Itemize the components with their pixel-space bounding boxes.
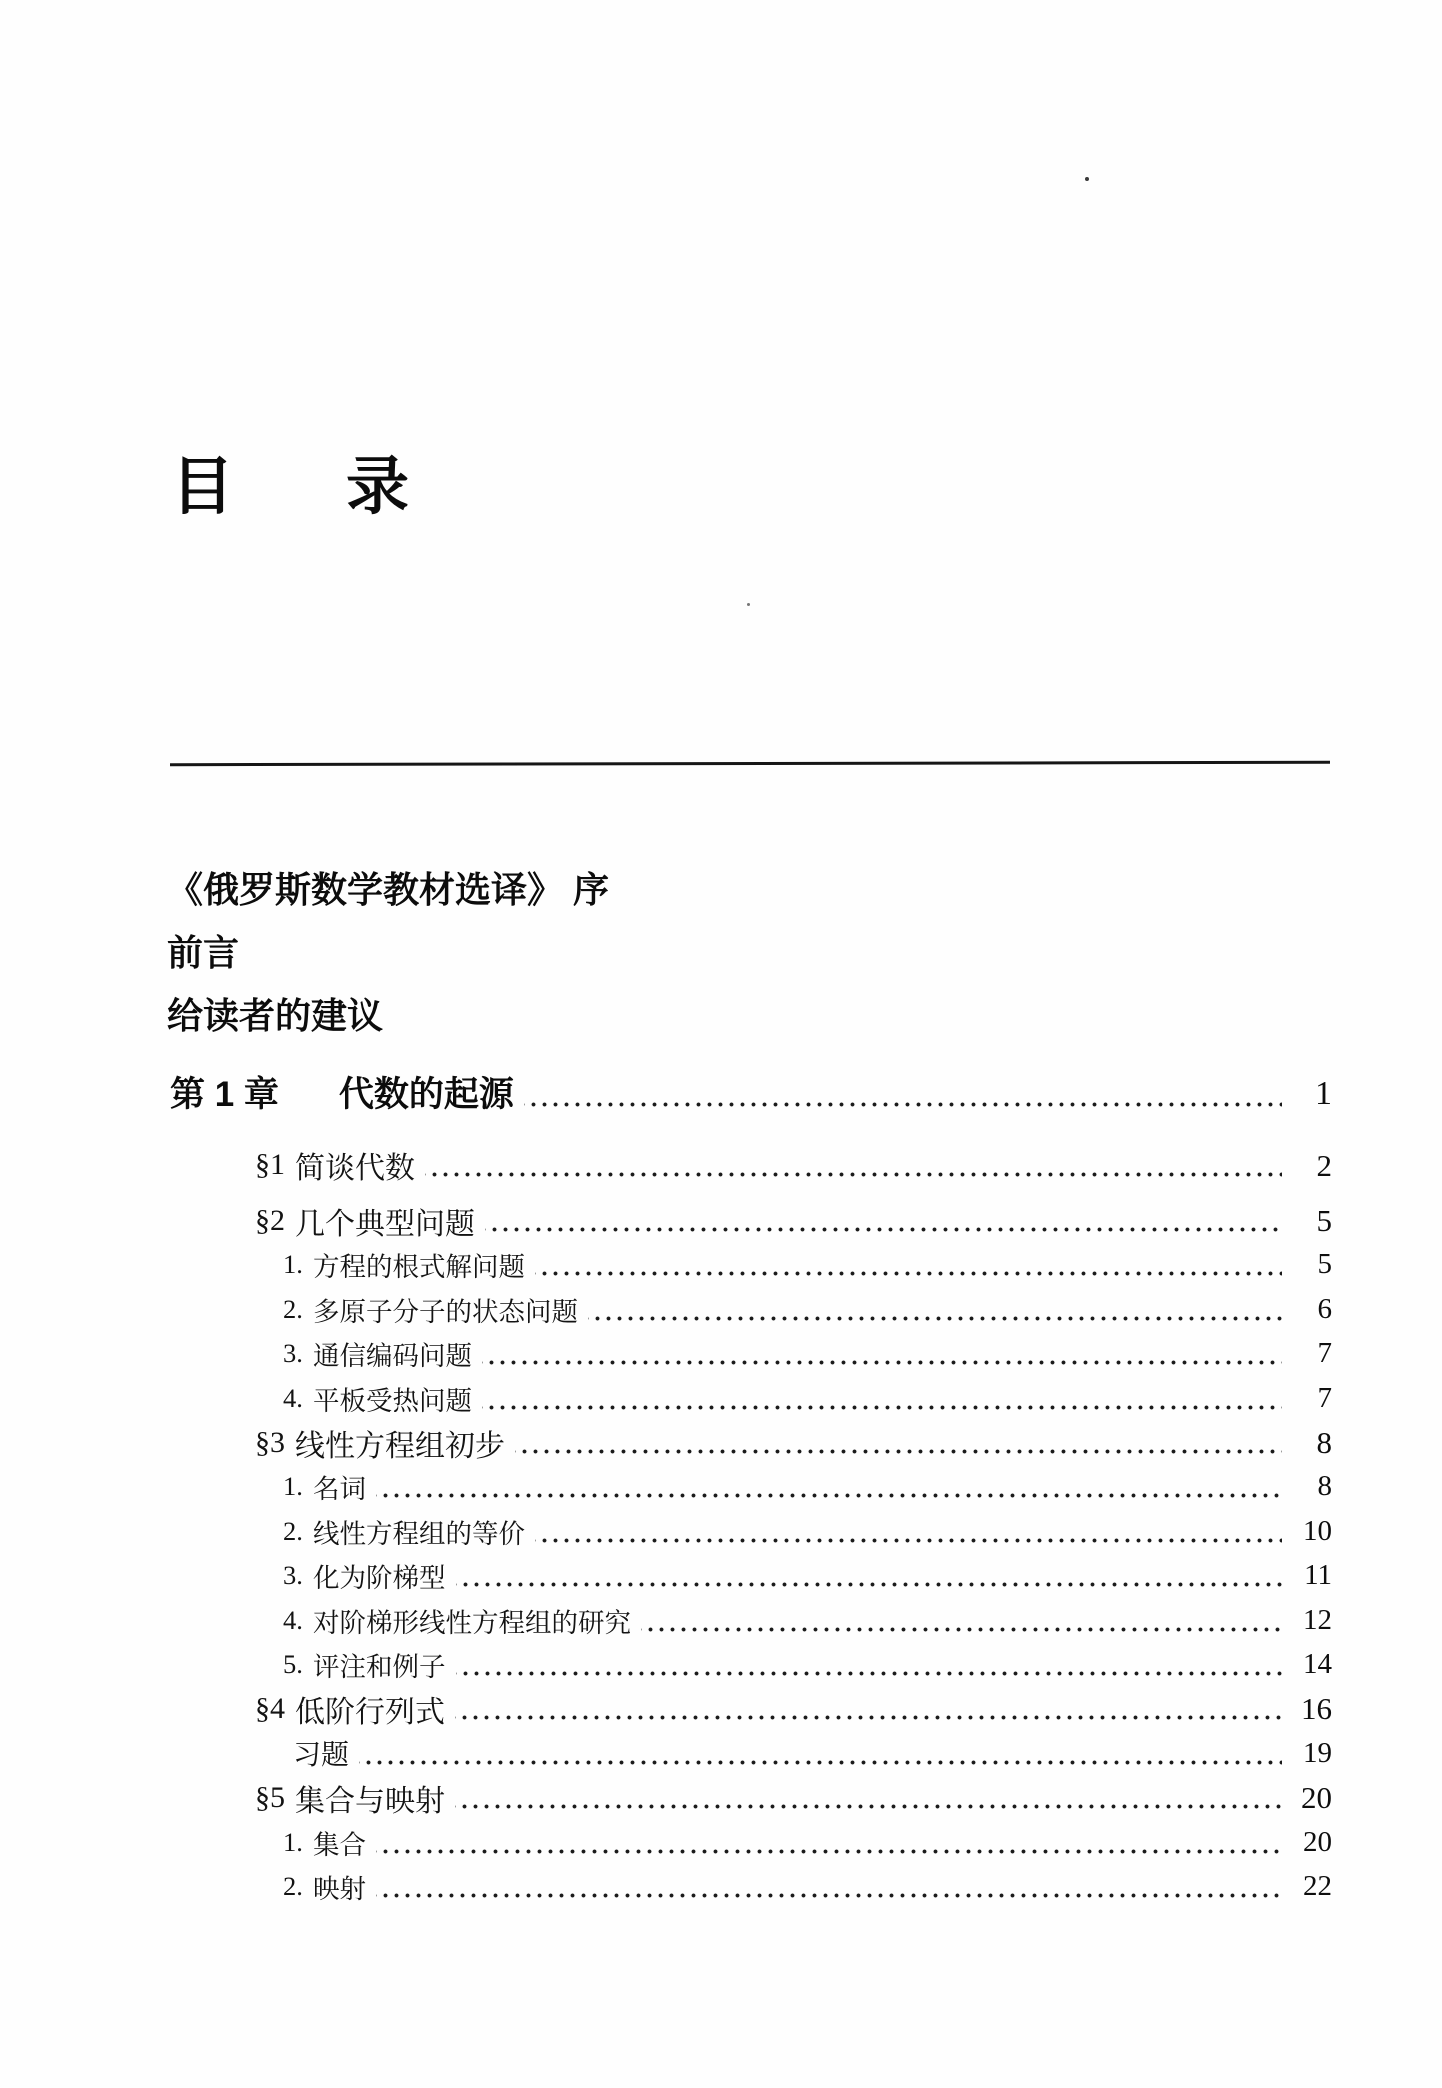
toc-entry-title: 集合与映射 bbox=[295, 1784, 445, 1818]
scan-speck bbox=[747, 603, 750, 606]
dot-leader bbox=[535, 1509, 1282, 1553]
toc-entry-page: 2 bbox=[1316, 1147, 1332, 1183]
dot-leader bbox=[482, 1332, 1282, 1376]
toc-entry-page: 10 bbox=[1303, 1514, 1332, 1547]
toc-entry-label: 4. bbox=[283, 1604, 303, 1635]
toc-entry bbox=[170, 1554, 1332, 1598]
dot-leader bbox=[359, 1731, 1282, 1775]
toc-entry-page: 8 bbox=[1316, 1425, 1332, 1461]
toc-entry-label: 5. bbox=[283, 1648, 303, 1679]
toc-entry-title: 平板受热问题 bbox=[313, 1385, 472, 1416]
dot-leader bbox=[524, 1072, 1282, 1116]
page-title: 目录 bbox=[171, 452, 521, 523]
dot-leader bbox=[376, 1864, 1282, 1908]
toc-entry bbox=[170, 1642, 1332, 1686]
toc-entry-title: 简谈代数 bbox=[295, 1152, 415, 1186]
toc-entry-title: 方程的根式解问题 bbox=[313, 1252, 525, 1283]
dot-leader bbox=[588, 1287, 1282, 1331]
toc-entry bbox=[170, 1731, 1332, 1775]
toc-entry-title: 通信编码问题 bbox=[313, 1341, 472, 1372]
toc-entry-title: 评注和例子 bbox=[313, 1651, 446, 1682]
dot-leader bbox=[456, 1554, 1283, 1598]
toc-entry-label: 2. bbox=[283, 1870, 303, 1901]
toc-entry-label: §4 bbox=[255, 1691, 285, 1725]
toc-entry-label: 2. bbox=[283, 1293, 303, 1324]
toc-entry-title: 集合 bbox=[313, 1829, 366, 1860]
dot-leader bbox=[376, 1465, 1282, 1509]
chapter-number: 第 1 章 bbox=[170, 1074, 279, 1114]
toc-entry-page: 16 bbox=[1301, 1691, 1332, 1727]
toc-entry-label: §3 bbox=[255, 1425, 285, 1459]
toc-entry-label: 3. bbox=[283, 1560, 303, 1591]
dot-leader bbox=[641, 1598, 1282, 1642]
dot-leader bbox=[515, 1420, 1282, 1464]
toc-entry-label: §2 bbox=[255, 1203, 285, 1237]
toc-entry bbox=[170, 1687, 1332, 1731]
toc-entry-label: 1. bbox=[283, 1249, 303, 1280]
front-matter-item: 《俄罗斯数学教材选译》 序 bbox=[167, 869, 610, 910]
toc-entry bbox=[170, 1864, 1332, 1908]
chapter-page-number: 1 bbox=[1315, 1075, 1332, 1112]
toc-entry bbox=[170, 1243, 1332, 1287]
dot-leader bbox=[376, 1820, 1282, 1864]
toc-entry bbox=[170, 1143, 1332, 1187]
toc-entry bbox=[170, 1775, 1332, 1819]
dot-leader bbox=[535, 1243, 1282, 1287]
toc-entry bbox=[170, 1465, 1332, 1509]
front-matter-item: 给读者的建议 bbox=[167, 995, 384, 1036]
toc-entry-title: 线性方程组初步 bbox=[295, 1429, 505, 1463]
dot-leader bbox=[482, 1376, 1282, 1420]
toc-entry bbox=[170, 1198, 1332, 1242]
toc-entry-label: 3. bbox=[283, 1338, 303, 1369]
toc-entry-label: 1. bbox=[283, 1471, 303, 1502]
toc-entry-page: 6 bbox=[1317, 1292, 1332, 1325]
toc-entry-list bbox=[170, 1143, 1332, 1909]
dot-leader bbox=[425, 1143, 1282, 1187]
toc-entry bbox=[170, 1598, 1332, 1642]
front-matter-item: 前言 bbox=[167, 932, 240, 973]
toc-entry-title: 名词 bbox=[313, 1474, 366, 1505]
toc-entry-page: 5 bbox=[1317, 1248, 1332, 1281]
dot-leader bbox=[455, 1687, 1282, 1731]
toc-entry-page: 12 bbox=[1303, 1603, 1332, 1636]
toc-entry bbox=[170, 1332, 1332, 1376]
toc-entry-label: §1 bbox=[255, 1148, 285, 1182]
toc-entry-page: 7 bbox=[1317, 1337, 1332, 1370]
chapter-title: 代数的起源 bbox=[338, 1074, 514, 1114]
toc-entry-page: 8 bbox=[1317, 1470, 1332, 1503]
toc-entry-title: 线性方程组的等价 bbox=[313, 1518, 525, 1549]
toc-entry-page: 5 bbox=[1316, 1203, 1332, 1239]
toc-entry-label: 2. bbox=[283, 1515, 303, 1546]
toc-entry bbox=[170, 1509, 1332, 1553]
toc-entry-label: 1. bbox=[283, 1826, 303, 1857]
toc-entry-title: 几个典型问题 bbox=[295, 1207, 475, 1241]
toc-entry-page: 20 bbox=[1301, 1780, 1332, 1816]
toc-entry-title: 化为阶梯型 bbox=[313, 1563, 446, 1594]
toc-entry bbox=[170, 1820, 1332, 1864]
dot-leader bbox=[456, 1642, 1283, 1686]
toc-entry-label: §5 bbox=[255, 1780, 285, 1814]
toc-entry-page: 19 bbox=[1303, 1736, 1332, 1769]
toc-entry-page: 11 bbox=[1304, 1559, 1332, 1592]
divider-rule bbox=[170, 761, 1330, 767]
toc-chapter-row bbox=[170, 1072, 1332, 1116]
scan-speck bbox=[1085, 177, 1089, 181]
toc-entry-title: 对阶梯形线性方程组的研究 bbox=[313, 1607, 631, 1638]
toc-entry-page: 14 bbox=[1303, 1647, 1332, 1680]
toc-entry-page: 20 bbox=[1303, 1825, 1332, 1858]
toc-entry-title: 低阶行列式 bbox=[295, 1695, 445, 1729]
toc-entry-title: 习题 bbox=[293, 1740, 350, 1772]
dot-leader bbox=[455, 1775, 1282, 1819]
toc-entry-page: 22 bbox=[1303, 1869, 1332, 1902]
toc-entry bbox=[170, 1376, 1332, 1420]
dot-leader bbox=[485, 1198, 1282, 1242]
toc-entry-title: 映射 bbox=[313, 1873, 366, 1904]
toc-entry-label: 4. bbox=[283, 1382, 303, 1413]
toc-entry bbox=[170, 1420, 1332, 1464]
toc-entry bbox=[170, 1287, 1332, 1331]
toc-entry-page: 7 bbox=[1317, 1381, 1332, 1414]
front-matter-list bbox=[167, 869, 1067, 1061]
toc-entry-title: 多原子分子的状态问题 bbox=[313, 1296, 578, 1327]
